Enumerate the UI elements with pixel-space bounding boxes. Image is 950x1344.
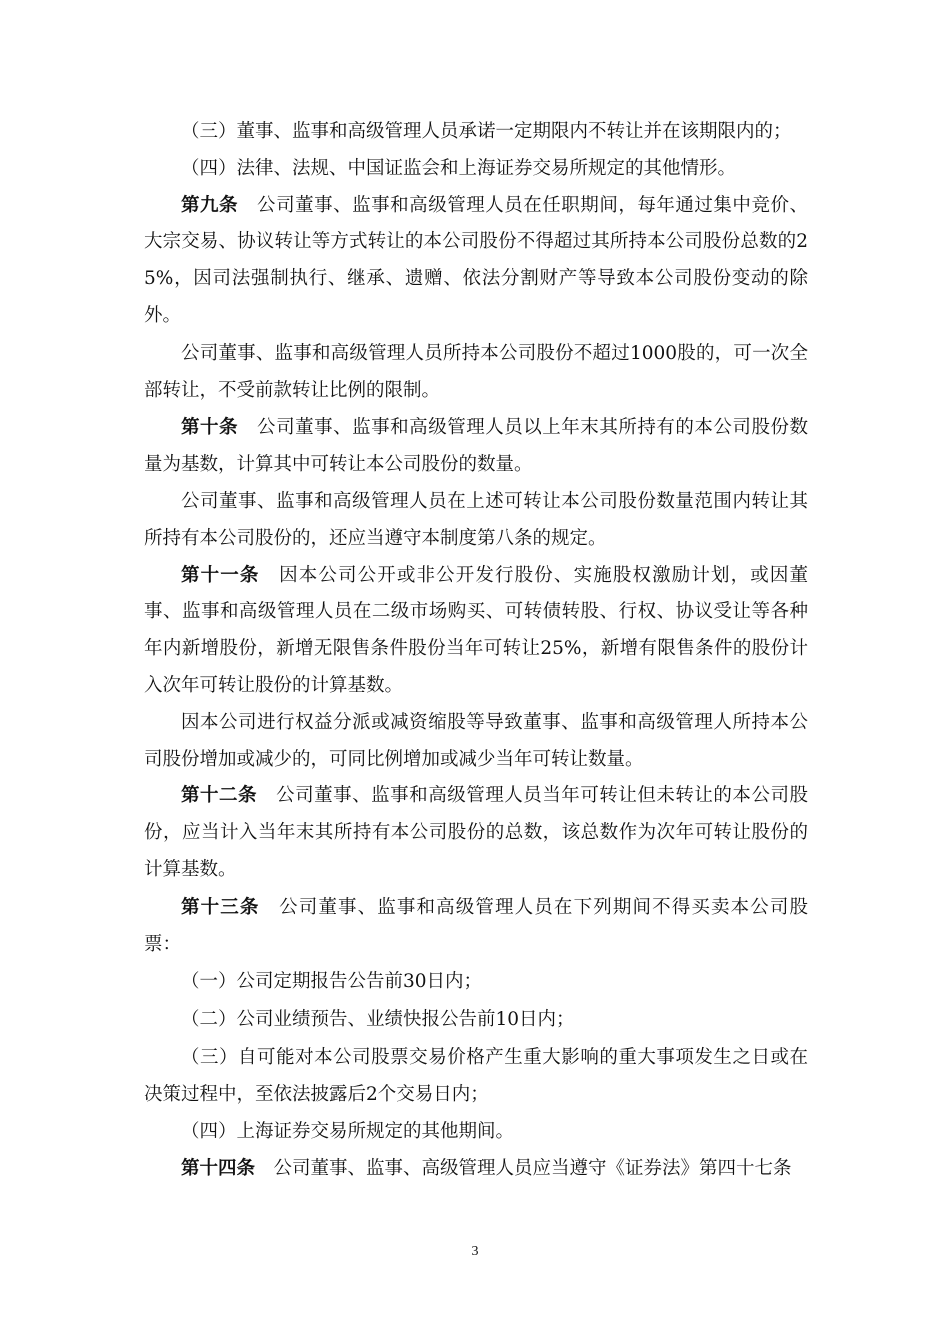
article-13-item-3 (144, 1040, 808, 1114)
article-13-item-4 (144, 1114, 808, 1151)
paragraph-text: 公司董事、监事和高级管理人员在上述可转让本公司股份数量范围内转让其所持有本公司股份的，还应当遵守本制度第八条的规定。 (144, 490, 808, 549)
article-heading: 第十条 (181, 417, 239, 439)
article-10 (144, 410, 808, 484)
article-14 (144, 1151, 808, 1188)
paragraph-text: 公司董事、监事和高级管理人员所持本公司股份不超过1000股的，可一次全部转让，不受前款转让比例的限制。 (144, 342, 808, 401)
article-13-item-1 (144, 964, 808, 1001)
paragraph-text: （四）上海证券交易所规定的其他期间。 (181, 1120, 515, 1142)
article-11-paragraph-2 (144, 705, 808, 779)
paragraph-text: （三）自可能对本公司股票交易价格产生重大影响的重大事项发生之日或在决策过程中，至依法披露后2个交易日内； (144, 1046, 808, 1105)
article-text: 公司董事、监事和高级管理人员当年可转让但未转让的本公司股份，应当计入当年末其所持有本公司股份的总数，该总数作为次年可转让股份的计算基数。 (144, 785, 808, 880)
paragraph-text: （三）董事、监事和高级管理人员承诺一定期限内不转让并在该期限内的； (181, 121, 792, 142)
article-10-paragraph-2 (144, 484, 808, 558)
article-heading: 第十二条 (181, 785, 258, 807)
article-text: 公司董事、监事和高级管理人员在下列期间不得买卖本公司股票： (144, 896, 808, 955)
document-body (144, 114, 808, 1188)
article-text: 公司董事、监事和高级管理人员以上年末其所持有的本公司股份数量为基数，计算其中可转让本公司股份的数量。 (144, 417, 808, 476)
article-text: 因本公司公开或非公开发行股份、实施股权激励计划，或因董事、监事和高级管理人员在二级市场购买、可转债转股、行权、协议受让等各种年内新增股份，新增无限售条件股份当年可转让25%，新增有限售条件的股份计入次年可转让股份的计算基数。 (144, 564, 808, 696)
article-13-item-2 (144, 1002, 808, 1039)
paragraph-item-4 (144, 151, 808, 188)
article-heading: 第九条 (181, 194, 239, 216)
paragraph-text: 因本公司进行权益分派或减资缩股等导致董事、监事和高级管理人所持本公司股份增加或减少的，可同比例增加或减少当年可转让数量。 (144, 711, 808, 770)
paragraph-item-3 (144, 114, 808, 151)
article-13 (144, 890, 808, 964)
paragraph-text: （一）公司定期报告公告前30日内； (181, 971, 483, 993)
article-heading: 第十四条 (181, 1158, 256, 1180)
page-number: 3 (471, 1244, 479, 1259)
article-9-paragraph-2 (144, 336, 808, 410)
article-text: 公司董事、监事和高级管理人员在任职期间，每年通过集中竞价、大宗交易、协议转让等方式转让的本公司股份不得超过其所持本公司股份总数的25%，因司法强制执行、继承、遗赠、依法分割财产等导致本公司股份变动的除外。 (144, 194, 808, 326)
article-heading: 第十三条 (181, 896, 260, 918)
article-11 (144, 558, 808, 705)
article-heading: 第十一条 (181, 564, 260, 586)
article-text: 公司董事、监事、高级管理人员应当遵守《证券法》第四十七条 (255, 1158, 792, 1180)
paragraph-text: （二）公司业绩预告、业绩快报公告前10日内； (181, 1009, 575, 1031)
article-9 (144, 188, 808, 335)
paragraph-text: （四）法律、法规、中国证监会和上海证券交易所规定的其他情形。 (181, 157, 737, 179)
article-12 (144, 778, 808, 888)
